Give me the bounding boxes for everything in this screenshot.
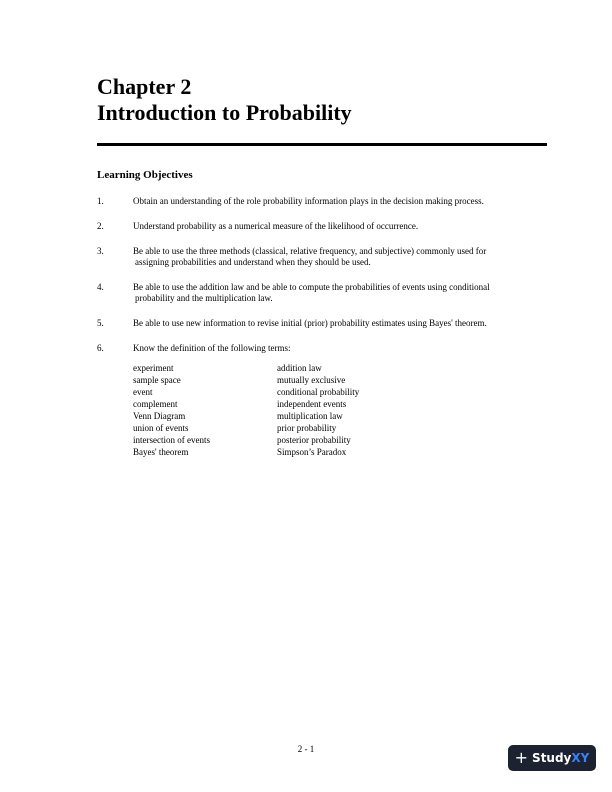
term: independent events [277, 399, 347, 409]
terms-list [133, 362, 542, 458]
chapter-title [97, 74, 352, 126]
term: Simpson’s Paradox [277, 447, 347, 457]
term: Venn Diagram [133, 411, 186, 421]
objective-item [97, 196, 542, 207]
title-divider [97, 143, 547, 146]
brand-name-part1: Study [532, 751, 572, 765]
term: experiment [133, 363, 174, 373]
learning-objectives-heading: Learning Objectives [97, 169, 193, 181]
objective-text [133, 246, 542, 268]
chapter-name: Introduction to Probability [97, 100, 352, 125]
objective-number: 5. [97, 318, 104, 328]
term: mutually exclusive [277, 375, 346, 385]
term: complement [133, 399, 178, 409]
term: multiplication law [277, 411, 343, 421]
terms-column-right [277, 362, 359, 458]
objectives-list [97, 196, 542, 458]
term: addition law [277, 363, 322, 373]
term: posterior probability [277, 435, 351, 445]
objective-item [97, 343, 542, 354]
objective-number: 4. [97, 282, 104, 292]
objective-text: Be able to use new information to revise initial (prior) probability estimates using Bayes' theorem. [133, 318, 487, 328]
term: conditional probability [277, 387, 360, 397]
studyxy-badge[interactable] [508, 745, 596, 771]
terms-column-left [133, 362, 277, 458]
objective-text: Obtain an understanding of the role probability information plays in the decision making process. [133, 196, 484, 206]
objective-number: 3. [97, 246, 104, 256]
objective-item [97, 282, 542, 304]
objective-number: 1. [97, 196, 104, 206]
objective-text: Understand probability as a numerical measure of the likelihood of occurrence. [133, 221, 419, 231]
plus-icon: + [514, 748, 529, 767]
term: intersection of events [133, 435, 210, 445]
objective-number: 2. [97, 221, 104, 231]
objective-text [133, 282, 542, 304]
objective-item [97, 318, 542, 329]
objective-item [97, 221, 542, 232]
objective-item [97, 246, 542, 268]
page-number: 2 - 1 [297, 744, 315, 754]
term: event [133, 387, 153, 397]
objective-text-line: Be able to use the addition law and be able to compute the probabilities of events using conditional [133, 282, 490, 292]
chapter-number: Chapter 2 [97, 74, 192, 99]
objective-text-continuation: assigning probabilities and understand when they should be used. [135, 257, 371, 267]
term: union of events [133, 423, 189, 433]
brand-name [532, 751, 589, 765]
brand-name-part2: XY [571, 751, 590, 765]
objective-text: Know the definition of the following terms: [133, 343, 291, 353]
term: Bayes' theorem [133, 447, 189, 457]
term: prior probability [277, 423, 337, 433]
objective-number: 6. [97, 343, 104, 353]
objective-text-line: Be able to use the three methods (classical, relative frequency, and subjective) commonly used for [133, 246, 487, 256]
term: sample space [133, 375, 181, 385]
objective-text-continuation: probability and the multiplication law. [135, 293, 273, 303]
